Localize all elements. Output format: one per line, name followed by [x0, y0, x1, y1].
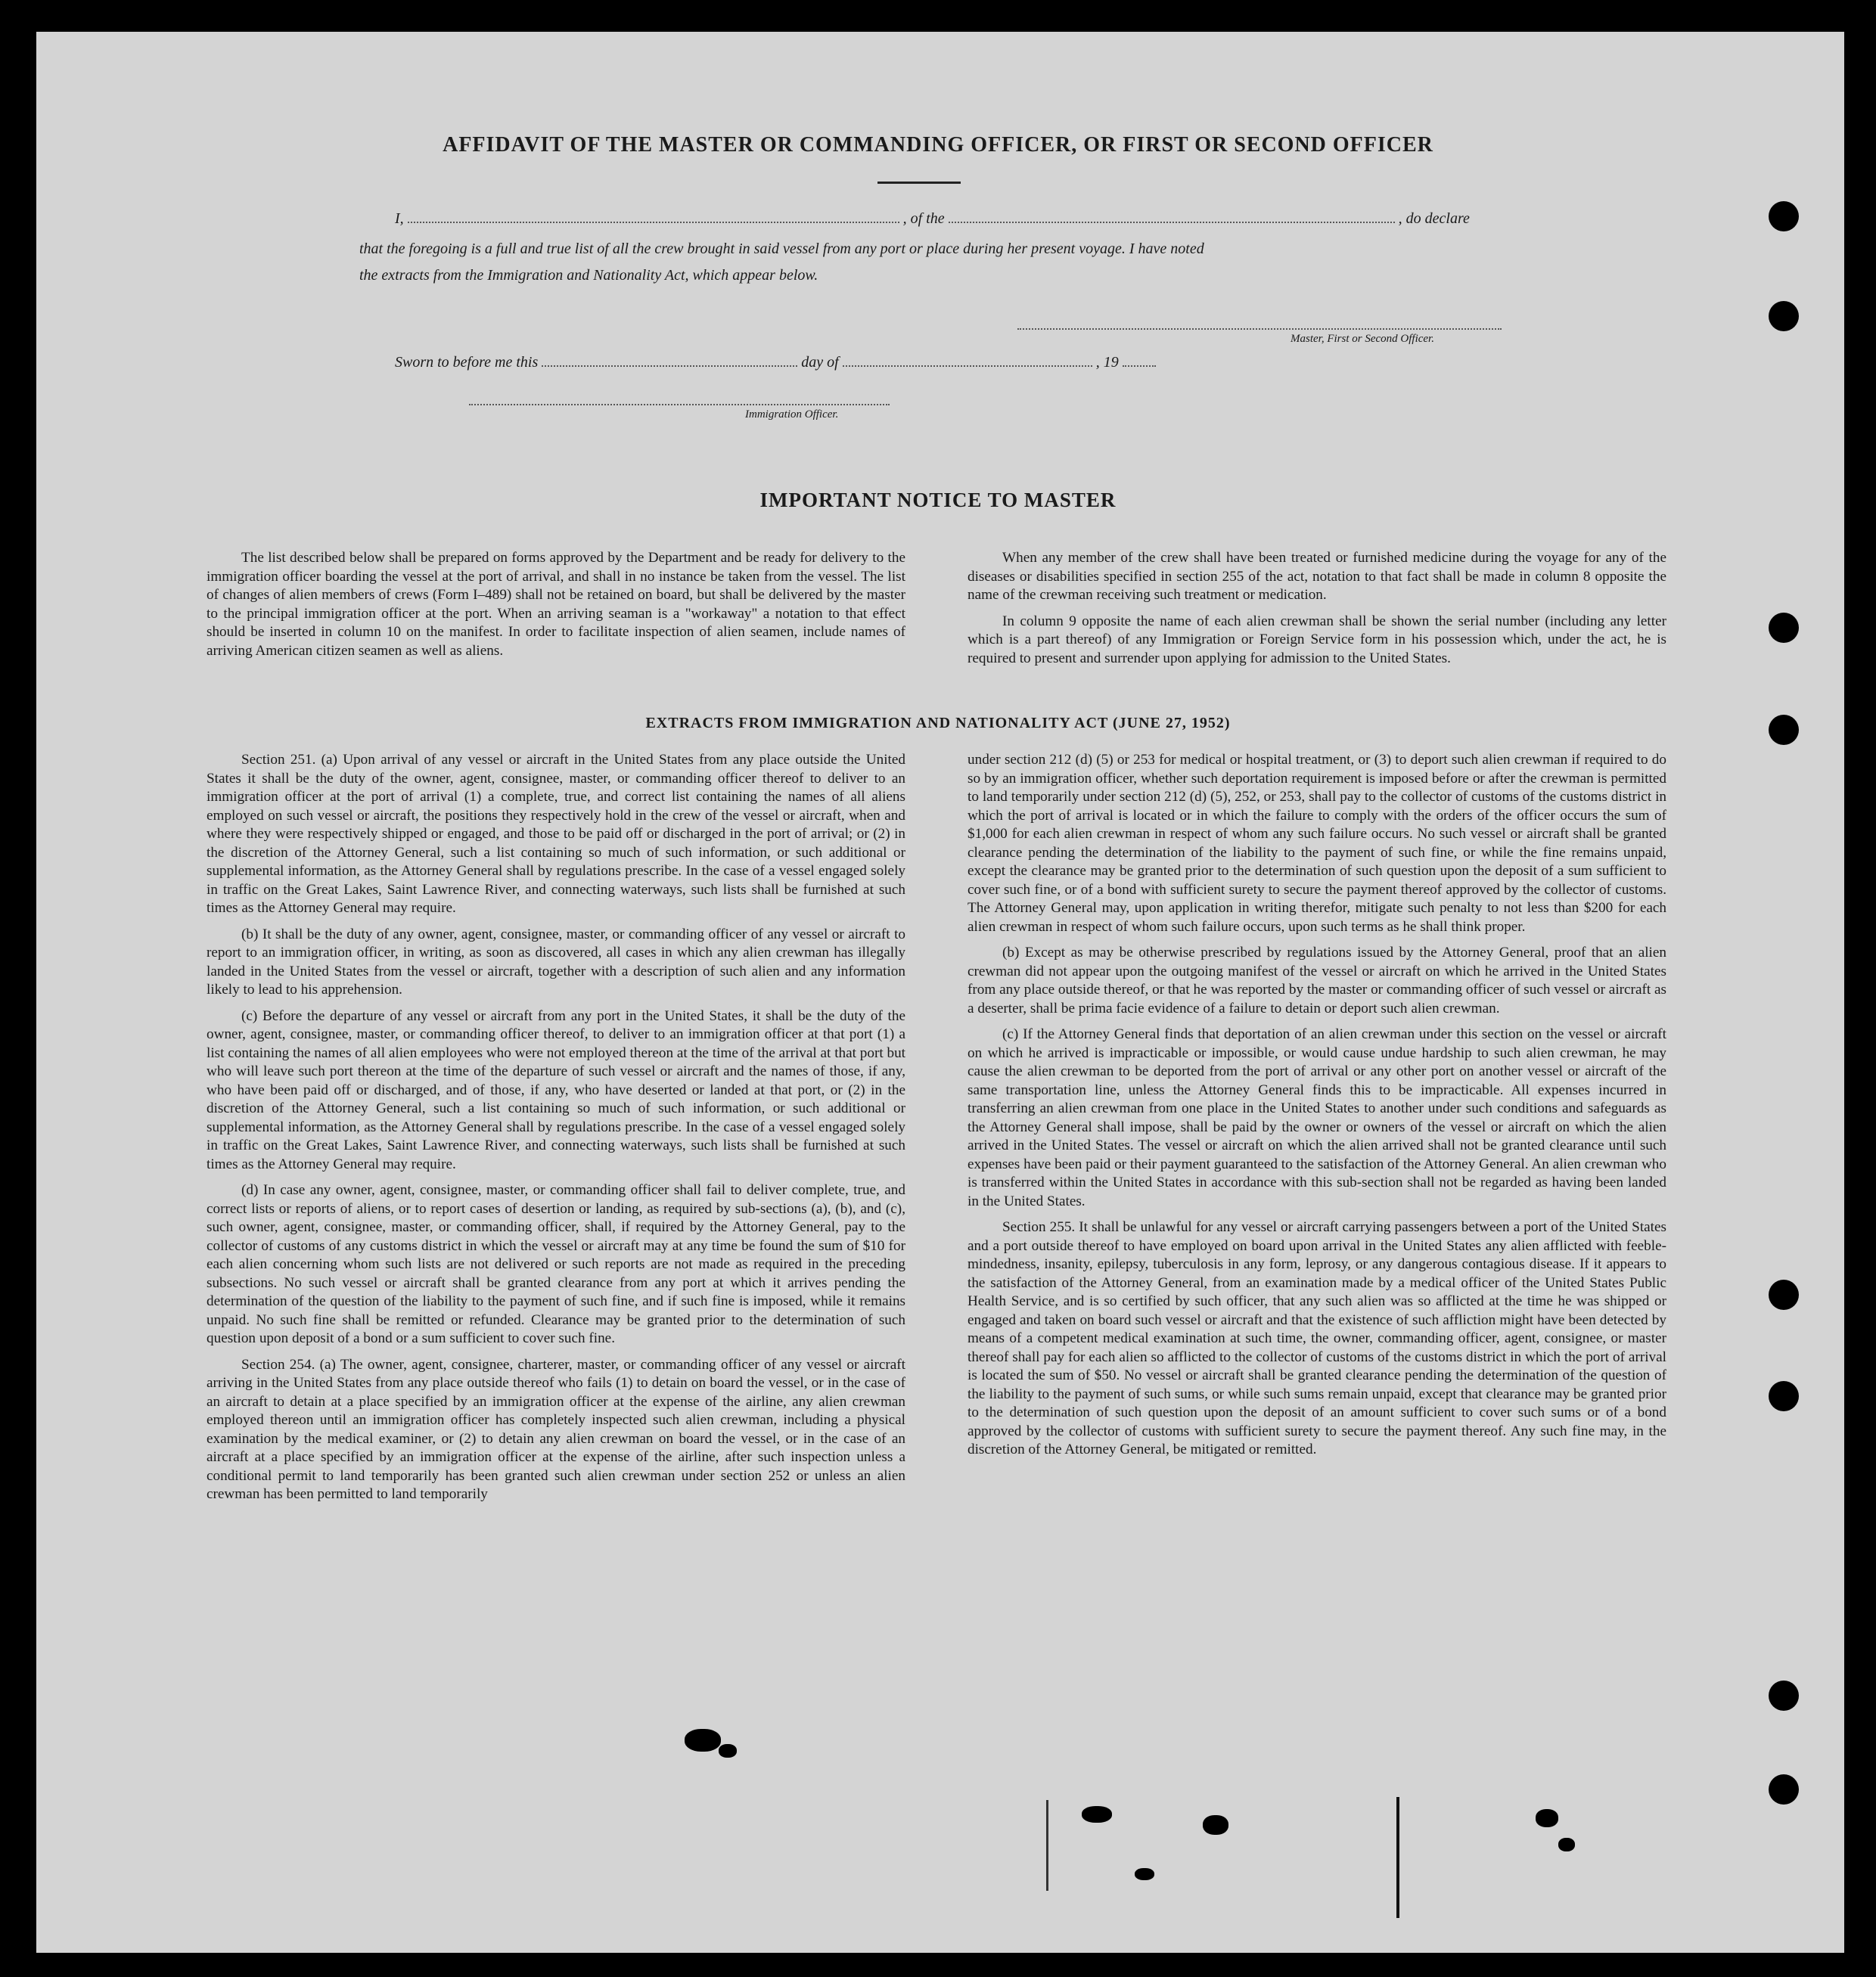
- vessel-name-field[interactable]: [949, 211, 1395, 223]
- year-label: , 19: [1095, 354, 1119, 371]
- extracts-right-column: [968, 751, 1666, 1467]
- statement-line-1: that the foregoing is a full and true list of all the crew brought in said vessel from any port or place during her present voyage. I have noted: [359, 241, 1204, 257]
- day-of-label: day of: [801, 354, 839, 371]
- declarant-label: I,: [395, 210, 404, 227]
- punch-hole: [1769, 1280, 1799, 1310]
- scan-line: [1396, 1797, 1399, 1918]
- extracts-title: EXTRACTS FROM IMMIGRATION AND NATIONALITY ACT (JUNE 27, 1952): [645, 715, 1231, 731]
- sworn-day-field[interactable]: [542, 355, 797, 367]
- ink-stain: [1203, 1815, 1228, 1835]
- section-254-c: (c) If the Attorney General finds that deportation of an alien crewman under this section on the vessel or aircraft on which he arrived is impracticable or impossible, or would cause undue hardship to such alien crewman, he may cause the alien crewman to be deported from the port of arrival or any other port on another vessel or aircraft of the same transportation line, unless the Attorney General finds this to be impracticable. All expenses incurred in transferring an alien crewman from one place in the United States to another under such conditions and safeguards as the Attorney General shall impose, shall be paid by the owner or owners of the vessel or aircraft on which the alien arrived in the United States. The vessel or aircraft on which the alien arrived shall not be granted clearance until such expenses have been paid or their payment guaranteed to the satisfaction of the Attorney General. An alien crewman who is transferred within the United States in accordance with this sub-section shall not be regarded as having been landed in the United States.: [968, 1026, 1666, 1209]
- master-caption: Master, First or Second Officer.: [1291, 333, 1434, 345]
- master-signature-field[interactable]: [1017, 328, 1502, 330]
- declaration-line: [395, 210, 1470, 228]
- vessel-label: , of the: [902, 210, 945, 227]
- sworn-line: [395, 354, 1156, 371]
- ink-stain: [1135, 1868, 1154, 1880]
- ink-stain: [685, 1729, 721, 1752]
- punch-hole: [1769, 201, 1799, 231]
- officer-caption: Immigration Officer.: [745, 408, 839, 421]
- punch-hole: [1769, 613, 1799, 643]
- section-251-a: Section 251. (a) Upon arrival of any vessel or aircraft in the United States from any place outside the United States it shall be the duty of the owner, agent, consignee, master, or commanding officer thereof to deliver to an immigration officer at the port of arrival (1) a complete, true, and correct list containing the names of all aliens employed on such vessel or aircraft, the positions they respectively hold in the crew of the vessel or aircraft, when and where they were respectively shipped or engaged, and those to be paid off or discharged in the port of arrival; or (2) in the discretion of the Attorney General, such a list containing so much of such information, or such additional or supplemental information, as the Attorney General shall by regulations prescribe. In the case of a vessel engaged solely in traffic on the Great Lakes, Saint Lawrence River, and connecting waterways, such lists shall be furnished at such times as the Attorney General may require.: [207, 752, 905, 916]
- extracts-left-column: [207, 751, 905, 1512]
- sworn-month-field[interactable]: [843, 355, 1092, 367]
- section-254-b: (b) Except as may be otherwise prescribed by regulations issued by the Attorney General, proof that an alien crewman did not appear upon the outgoing manifest of the vessel or aircraft on which he arrived in the United States from any place outside thereof, or that he was reported by the master or commanding officer of such vessel or aircraft as a deserter, shall be prima facie evidence of a failure to detain or deport such alien crewman.: [968, 945, 1666, 1016]
- section-254-a-continued: under section 212 (d) (5) or 253 for medical or hospital treatment, or (3) to deport such alien crewman if required to do so by an immigration officer, whether such deportation requirement is imposed before or after the crewman is permitted to land temporarily under section 212 (d) (5), 252, or 253, shall pay to the collector of customs of the customs district in which the port of arrival is located or in which the failure to comply with the orders of the officer occurs the sum of $1,000 for each alien crewman in respect of whom any such failure occurs. No such vessel or aircraft shall be granted clearance pending the determination of the liability to the payment of such fine, or while the fine remains unpaid, except the clearance may be granted prior to the determination of such question upon the deposit of a sum sufficient to cover such fine, or of a bond with sufficient surety to secure the payment thereof approved by the collector of customs. The Attorney General may, upon application in writing therefor, mitigate such penalty to not less than $200 for each alien crewman in respect of whom such failure occurs, upon such terms as he shall think proper.: [968, 752, 1666, 935]
- punch-hole: [1769, 1681, 1799, 1711]
- declarant-name-field[interactable]: [408, 211, 899, 223]
- officer-signature-field[interactable]: [469, 404, 890, 405]
- notice-right-column: [968, 549, 1666, 675]
- sworn-label: Sworn to before me this: [395, 354, 539, 371]
- notice-right-paragraph-2: In column 9 opposite the name of each alien crewman shall be shown the serial number (including any letter which is a part thereof) of any Immigration or Foreign Service form in his possession which, under the act, he is required to present and surrender upon applying for admission to the United States.: [968, 613, 1666, 666]
- ink-stain: [1082, 1806, 1112, 1823]
- scan-line: [1046, 1800, 1048, 1891]
- section-255: Section 255. It shall be unlawful for any vessel or aircraft carrying passengers between a port of the United States and a port outside thereof to have employed on board upon arrival in the United States any alien afflicted with feeble-mindedness, insanity, epilepsy, tuberculosis in any form, leprosy, or any dangerous contagious disease. If it appears to the satisfaction of the Attorney General, from an examination made by a medical officer of the United States Public Health Service, and is so certified by such officer, that any such alien was so afflicted at the time he was shipped or engaged and taken on board such vessel or aircraft and that the existence of such affliction might have been detected by means of a competent medical examination at such time, the owner, commanding officer, agent, consignee, or master thereof shall pay for each alien so afflicted to the collector of customs of the customs district in which the port of arrival is located the sum of $50. No vessel or aircraft shall be granted clearance pending the determination of the question of the liability to the payment of such sums, or while such sums remain unpaid, except that clearance may be granted prior to the determination of such question upon the deposit of an amount sufficient to cover such sums or of a bond approved by the collector of customs with sufficient surety to secure the payment thereof. Any such fine may, in the discretion of the Attorney General, be mitigated or remitted.: [968, 1219, 1666, 1457]
- section-254-a: Section 254. (a) The owner, agent, consignee, charterer, master, or commanding officer of any vessel or aircraft arriving in the United States from any place outside thereof who fails (1) to detain on board the vessel, or in the case of an aircraft to detain at a place specified by an immigration officer at the expense of the airline, any alien crewman employed thereon until an immigration officer has completely inspected such alien crewman, including a physical examination by the medical examiner, or (2) to detain any alien crewman on board the vessel, or in the case of an aircraft at a place specified by an immigration officer at the expense of the airline, after such inspection unless a conditional permit to land temporarily has been granted such alien crewman under section 252 or unless an alien crewman has been permitted to land temporarily: [207, 1356, 905, 1502]
- affidavit-title: AFFIDAVIT OF THE MASTER OR COMMANDING OFFICER, OR FIRST OR SECOND OFFICER: [443, 133, 1433, 157]
- ink-stain: [719, 1744, 737, 1758]
- statement-line-2: the extracts from the Immigration and Nationality Act, which appear below.: [359, 267, 818, 284]
- ink-stain: [1558, 1838, 1575, 1851]
- sworn-year-field[interactable]: [1123, 355, 1156, 367]
- punch-hole: [1769, 1381, 1799, 1411]
- section-251-b: (b) It shall be the duty of any owner, agent, consignee, master, or commanding officer of any vessel or aircraft to report to an immigration officer, in writing, as soon as discovered, all cases in which any alien crewman has illegally landed in the United States from the vessel or aircraft, together with a description of such alien and any information likely to lead to his apprehension.: [207, 926, 905, 998]
- notice-left-column: [207, 549, 905, 668]
- title-rule: [877, 182, 961, 184]
- notice-title: IMPORTANT NOTICE TO MASTER: [759, 489, 1117, 511]
- declare-label: , do declare: [1398, 210, 1470, 227]
- notice-left-paragraph: The list described below shall be prepared on forms approved by the Department and be ready for delivery to the immigration officer boarding the vessel at the port of arrival, and shall in no instance be taken from the vessel. The list of changes of alien members of crews (Form I–489) shall not be retained on board, but shall be delivered by the master to the principal immigration officer at the port. When an arriving seaman is a "workaway" a notation to that effect should be inserted in column 10 on the manifest. In order to facilitate inspection of alien seamen, include names of arriving American citizen seamen as well as aliens.: [207, 550, 905, 659]
- notice-right-paragraph-1: When any member of the crew shall have been treated or furnished medicine during the voyage for any of the diseases or disabilities specified in section 255 of the act, notation to that fact shall be made in column 8 opposite the name of the crewman receiving such treatment or medication.: [968, 550, 1666, 603]
- section-251-d: (d) In case any owner, agent, consignee, master, or commanding officer shall fail to deliver complete, true, and correct lists or reports of aliens, or to report cases of desertion or landing, as required by sub-sections (a), (b), and (c), such owner, agent, consignee, master, or commanding officer, shall, if required by the Attorney General, pay to the collector of customs of any customs district in which the vessel or aircraft may at any time be found the sum of $10 for each alien concerning whom such lists are not delivered or such reports are not made as required in the preceding subsections. No such vessel or aircraft shall be granted clearance from any port at which it arrives pending the determination of the question of the liability to the payment of such fine, and if such fine is imposed, while it remains unpaid. No such fine shall be remitted or refunded. Clearance may be granted prior to the determination of such question upon deposit of a bond or a sum sufficient to cover such fine.: [207, 1182, 905, 1346]
- ink-stain: [1536, 1809, 1558, 1827]
- section-251-c: (c) Before the departure of any vessel or aircraft from any port in the United States, it shall be the duty of the owner, agent, consignee, master, or commanding officer thereof, to deliver to an immigration officer at that port (1) a list containing the names of all alien employees who were not employed thereon at the time of the arrival at that port but who will leave such port thereon at the time of the departure of such vessel or aircraft and the names of those, if any, who have been paid off or discharged, and of those, if any, who have deserted or landed at that port, or (2) in the discretion of the Attorney General, such a list containing so much of such information, or such additional or supplemental information, as the Attorney General shall by regulations prescribe. In the case of a vessel engaged solely in traffic on the Great Lakes, Saint Lawrence River, and connecting waterways, such lists shall be furnished at such times as the Attorney General may require.: [207, 1007, 905, 1172]
- punch-hole: [1769, 301, 1799, 331]
- punch-hole: [1769, 1774, 1799, 1805]
